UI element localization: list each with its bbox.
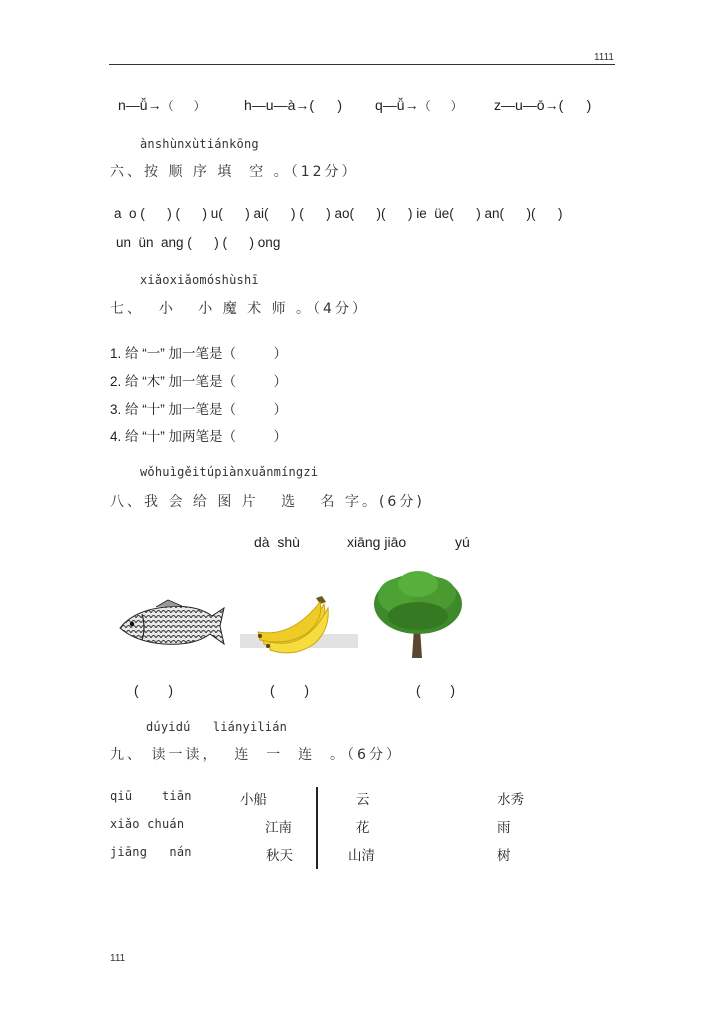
- name-yu: yú: [455, 534, 470, 550]
- section7-item-4: 4. 给 “十” 加两笔是（ ）: [110, 429, 288, 444]
- left-word-1: 小船: [240, 792, 267, 807]
- section8-title: 八、我 会 给 图 片 选 名 字。(6分): [110, 494, 425, 510]
- section7-item-3: 3. 给 “十” 加一笔是（ ）: [110, 402, 288, 417]
- spell-item-3: q—ǚ→（ ）: [375, 97, 463, 113]
- section9-title: 九、 读一读， 连 一 连 。（6分）: [110, 747, 403, 763]
- tree-image: [370, 568, 466, 660]
- section6-title: 六、按 顺 序 填 空 。（12分）: [110, 164, 359, 180]
- section6-pinyin: ànshùnxùtiánkōng: [140, 137, 259, 151]
- name-xiangjiao: xiāng jiāo: [347, 534, 407, 550]
- right-b-2: 雨: [497, 820, 511, 835]
- footer-page-number: 111: [110, 953, 126, 964]
- name-dashu: dà shù: [254, 534, 300, 550]
- left-word-3: 秋天: [266, 848, 293, 863]
- right-a-2: 花: [356, 820, 370, 835]
- left-pinyin-2: xiǎo chuán: [110, 817, 185, 831]
- blank-banana[interactable]: ( ): [270, 683, 309, 698]
- section7-title: 七、 小 小 魔 术 师 。（4分）: [110, 301, 369, 317]
- spell-item-4: z—u—ō→( ): [494, 97, 592, 113]
- section6-line2: un ün ang ( ) ( ) ong: [116, 235, 281, 250]
- section6-line1: a o ( ) ( ) u( ) ai( ) ( ) ao( )( ) ie üe( ) an( )( ): [114, 206, 563, 221]
- divider-line: [316, 787, 318, 869]
- section8-pinyin: wǒhuìgěitúpiànxuǎnmíngzi: [140, 465, 319, 479]
- right-b-3: 树: [497, 848, 511, 863]
- spell-item-1: n—ǚ→（ ）: [118, 97, 206, 113]
- header-rule: [109, 64, 615, 65]
- left-pinyin-1: qiū tiān: [110, 789, 192, 803]
- blank-tree[interactable]: ( ): [416, 683, 455, 698]
- spell-item-2: h—u—à→( ): [244, 97, 343, 113]
- blank-fish[interactable]: ( ): [134, 683, 173, 698]
- header-page-number: 1111: [593, 52, 614, 63]
- section9-pinyin: dúyidú liányilián: [146, 720, 288, 734]
- section7-item-1: 1. 给 “一” 加一笔是（ ）: [110, 346, 288, 361]
- banana-image: [240, 594, 358, 658]
- right-a-3: 山清: [348, 848, 375, 863]
- left-word-2: 江南: [265, 820, 292, 835]
- left-pinyin-3: jiāng nán: [110, 845, 192, 859]
- fish-image: [116, 598, 226, 650]
- right-a-1: 云: [356, 792, 370, 807]
- right-b-1: 水秀: [497, 792, 524, 807]
- section7-item-2: 2. 给 “木” 加一笔是（ ）: [110, 374, 288, 389]
- section7-pinyin: xiǎoxiǎomóshùshī: [140, 273, 259, 287]
